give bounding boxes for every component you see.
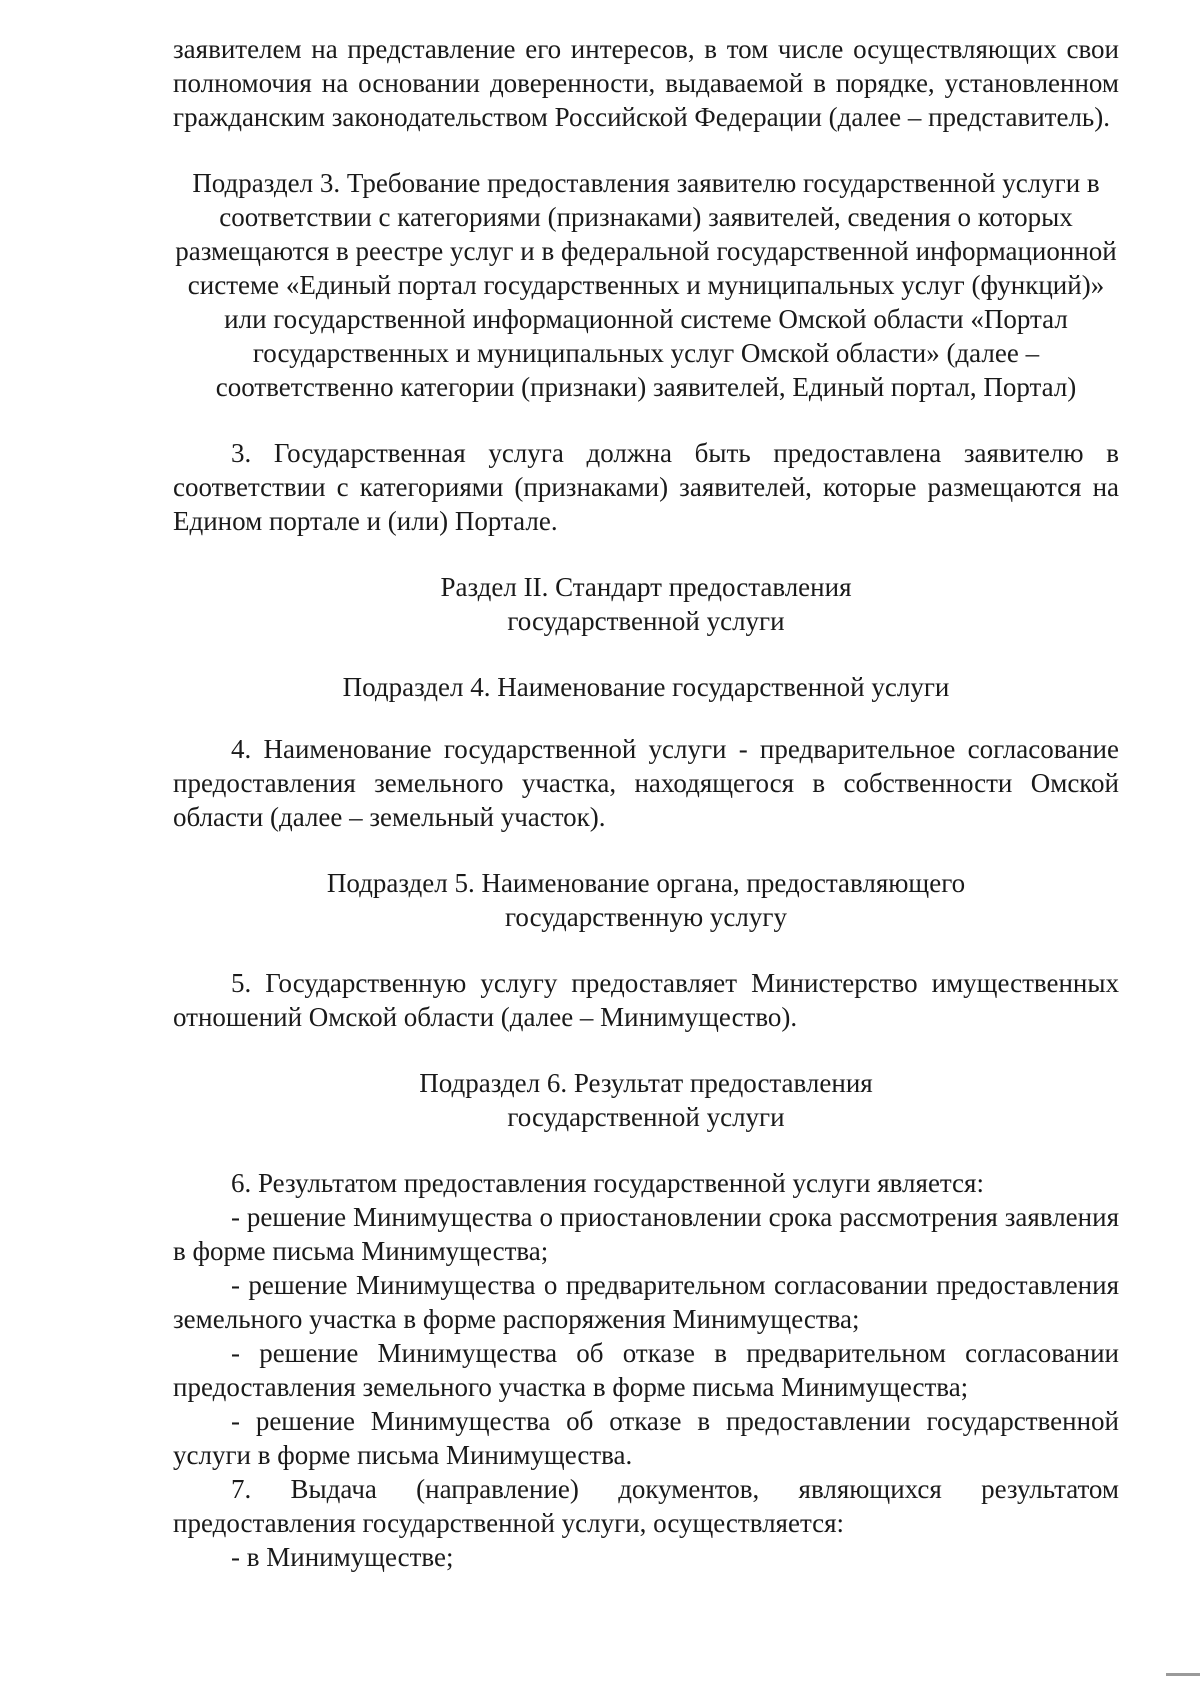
subsection-5-heading-line1: Подраздел 5. Наименование органа, предоставляющего — [326, 868, 966, 898]
paragraph-7: 7. Выдача (направление) документов, являющихся результатом предоставления государственной услуги, осуществляется: — [173, 1474, 1119, 1538]
result-item-4: - решение Минимущества об отказе в предоставлении государственной услуги в форме письма Минимущества. — [173, 1406, 1119, 1470]
paragraph-4: 4. Наименование государственной услуги - предварительное согласование предоставления земельного участка, находящегося в собственности Омской области (далее – земельный участок). — [173, 734, 1119, 832]
section-2-heading-line2: государственной услуги — [507, 606, 785, 636]
issue-place-item: - в Минимуществе; — [231, 1542, 454, 1572]
subsection-4-heading: Подраздел 4. Наименование государственной услуги — [342, 672, 950, 702]
result-item-3: - решение Минимущества об отказе в предварительном согласовании предоставления земельного участка в форме письма Минимущества; — [173, 1338, 1119, 1402]
paragraph-3: 3. Государственная услуга должна быть предоставлена заявителю в соответствии с категориями (признаками) заявителей, которые размещаются на Едином портале и (или) Портале. — [173, 438, 1119, 536]
result-item-1: - решение Минимущества о приостановлении срока рассмотрения заявления в форме письма Минимущества; — [173, 1202, 1119, 1266]
subsection-5-heading-line2: государственную услугу — [505, 902, 787, 932]
intro-paragraph: заявителем на представление его интересов, в том числе осуществляющих свои полномочия на основании доверенности, выдаваемой в порядке, установленном гражданским законодательством Российской Федерации (далее – представитель). — [173, 34, 1119, 132]
result-item-2: - решение Минимущества о предварительном согласовании предоставления земельного участка в форме распоряжения Минимущества; — [173, 1270, 1119, 1334]
subsection-6-heading-line1: Подраздел 6. Результат предоставления — [419, 1068, 873, 1098]
section-2-heading-line1: Раздел II. Стандарт предоставления — [440, 572, 852, 602]
subsection-3-heading: Подраздел 3. Требование предоставления заявителю государственной услуги в соответствии с категориями (признаками) заявителей, сведения о которых размещаются в реестре услуг и в федеральной государственной информационной системе «Единый портал государственных и муниципальных услуг (функций)» или государственной информационной системе Омской области «Портал государственных и муниципальных услуг Омской области» (далее – соответственно категории (признаки) заявителей, Единый портал, Портал) — [175, 168, 1117, 402]
scan-edge-mark — [1166, 1673, 1200, 1676]
paragraph-6: 6. Результатом предоставления государственной услуги является: — [231, 1168, 984, 1198]
paragraph-5: 5. Государственную услугу предоставляет Министерство имущественных отношений Омской области (далее – Минимущество). — [173, 968, 1119, 1032]
subsection-6-heading-line2: государственной услуги — [507, 1102, 785, 1132]
document-body — [173, 32, 1119, 1574]
